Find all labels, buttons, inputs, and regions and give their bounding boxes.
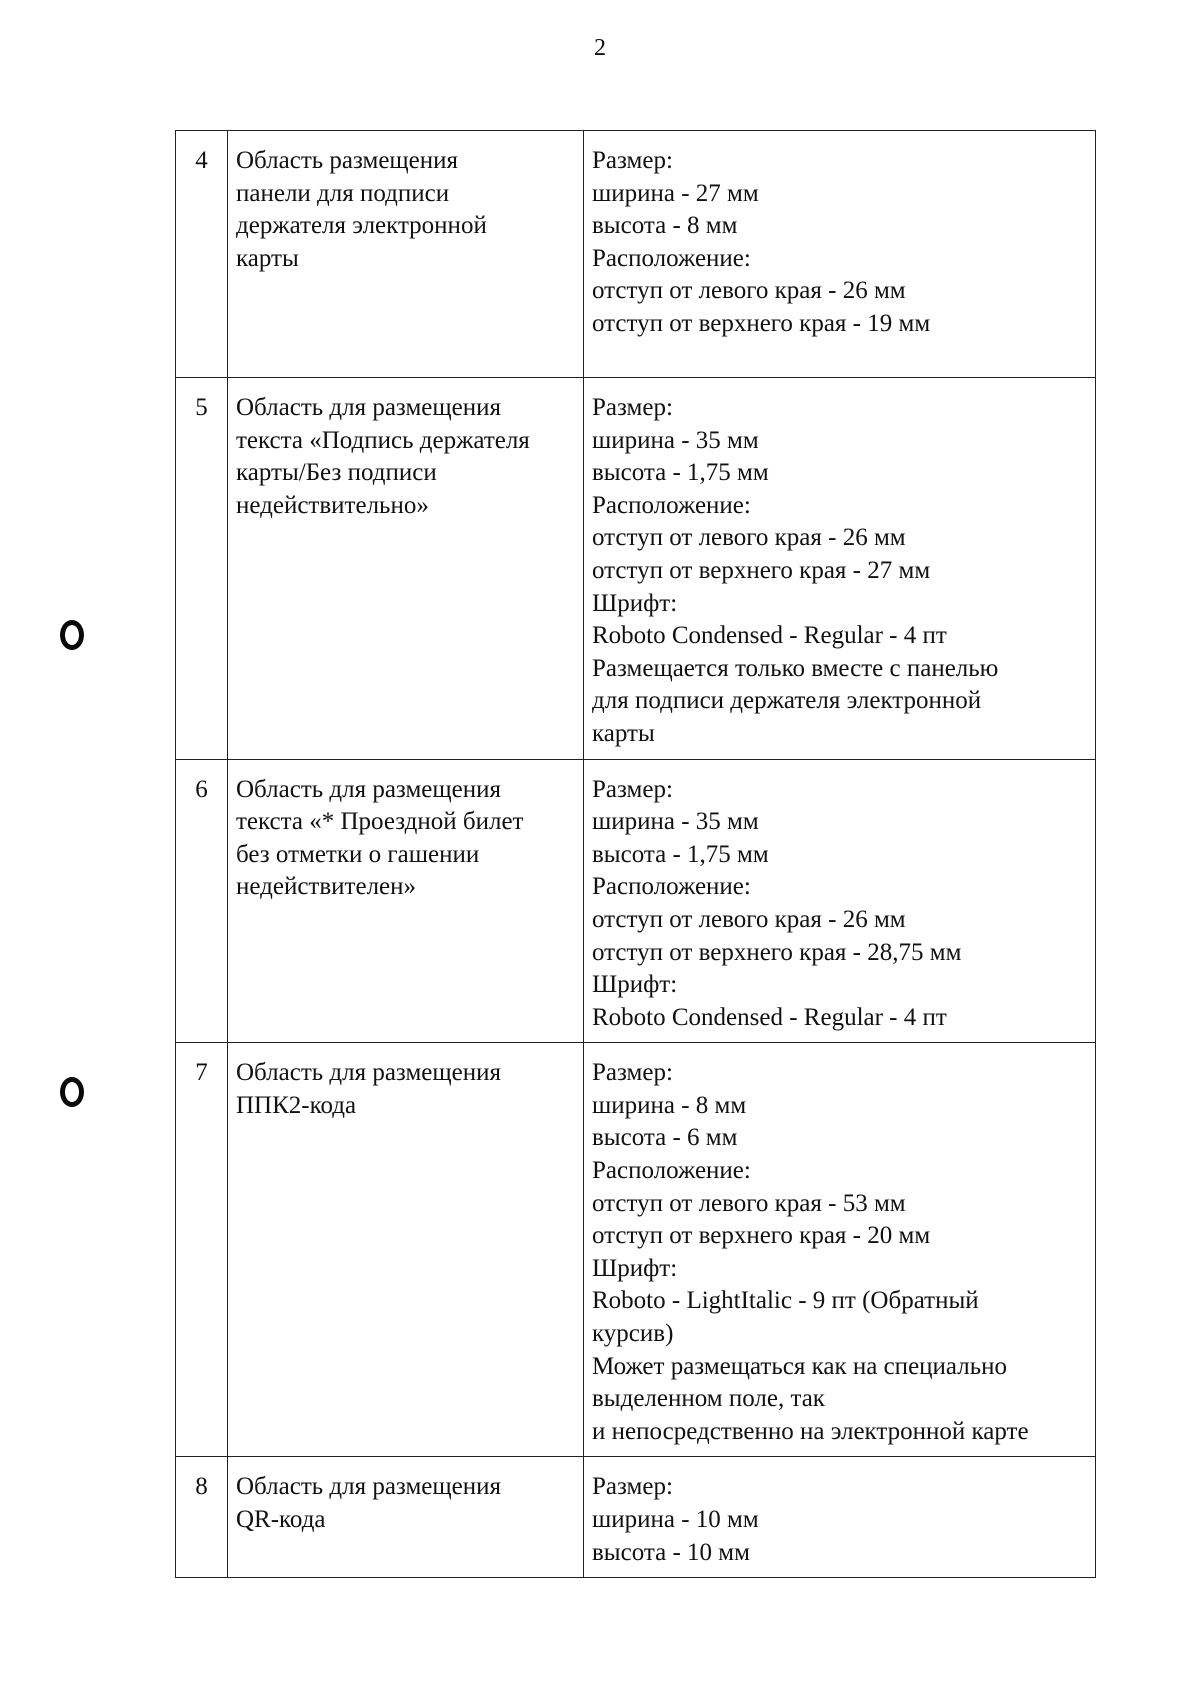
text-line: Размер:: [592, 1059, 673, 1087]
text-line: Размер:: [592, 775, 673, 803]
text-line: Шрифт:: [592, 971, 678, 999]
text-line: курсив): [592, 1320, 674, 1348]
text-line: Roboto - LightItalic - 9 пт (Обратный: [592, 1287, 979, 1315]
text-line: Область для размещения: [236, 1059, 501, 1087]
text-line: отступ от верхнего края - 19 мм: [592, 309, 931, 337]
text-line: ширина - 35 мм: [592, 808, 759, 836]
text-line: недействительно»: [236, 491, 429, 519]
text-line: недействителен»: [236, 873, 417, 901]
area-name: [228, 378, 584, 760]
text-line: Расположение:: [592, 1157, 751, 1185]
area-spec: [584, 131, 1096, 378]
text-line: Расположение:: [592, 873, 751, 901]
text-line: Шрифт:: [592, 1254, 678, 1282]
text-line: Область размещения: [236, 147, 459, 174]
text-line: панели для подписи: [236, 179, 450, 207]
text-line: карты: [592, 719, 655, 747]
table-row: [176, 1043, 1096, 1457]
area-name: [228, 759, 584, 1043]
text-line: отступ от левого края - 26 мм: [592, 524, 906, 552]
text-line: для подписи держателя электронной: [592, 687, 982, 715]
row-number: 4: [176, 131, 228, 378]
text-line: Расположение:: [592, 244, 751, 272]
binder-hole-mark: [60, 620, 84, 650]
text-line: Размер:: [592, 1473, 673, 1501]
text-line: отступ от левого края - 26 мм: [592, 905, 906, 933]
area-name: [228, 1457, 584, 1578]
text-line: Может размещаться как на специально: [592, 1352, 1007, 1380]
table-row: [176, 131, 1096, 378]
text-line: карты/Без подписи: [236, 459, 437, 487]
text-line: текста «Подпись держателя: [236, 426, 530, 454]
text-line: выделенном поле, так: [592, 1385, 825, 1413]
text-line: ширина - 8 мм: [592, 1091, 747, 1119]
table-row: [176, 1457, 1096, 1578]
specification-table: [175, 130, 1096, 1578]
text-line: Roboto Condensed - Regular - 4 пт: [592, 1003, 947, 1031]
text-line: высота - 1,75 мм: [592, 459, 769, 487]
text-line: Roboto Condensed - Regular - 4 пт: [592, 622, 947, 650]
row-number: 8: [176, 1457, 228, 1578]
text-line: отступ от левого края - 26 мм: [592, 277, 906, 305]
row-number: 5: [176, 378, 228, 760]
text-line: Размер:: [592, 394, 673, 421]
area-spec: [584, 1457, 1096, 1578]
text-line: отступ от верхнего края - 28,75 мм: [592, 938, 962, 966]
text-line: Область для размещения: [236, 775, 501, 803]
text-line: отступ от верхнего края - 20 мм: [592, 1222, 931, 1250]
text-line: Размер:: [592, 147, 673, 174]
text-line: высота - 10 мм: [592, 1538, 750, 1566]
text-line: высота - 6 мм: [592, 1124, 738, 1152]
text-line: ППК2-кода: [236, 1091, 357, 1119]
area-spec: [584, 378, 1096, 760]
table-row: [176, 378, 1096, 760]
area-spec: [584, 1043, 1096, 1457]
text-line: текста «* Проездной билет: [236, 808, 524, 836]
text-line: без отметки о гашении: [236, 840, 480, 868]
area-name: [228, 131, 584, 378]
text-line: отступ от верхнего края - 27 мм: [592, 556, 931, 584]
text-line: высота - 1,75 мм: [592, 840, 769, 868]
text-line: QR-кода: [236, 1506, 326, 1533]
text-line: Расположение:: [592, 491, 751, 519]
text-line: Область для размещения: [236, 394, 501, 421]
text-line: ширина - 35 мм: [592, 426, 759, 454]
text-line: и непосредственно на электронной карте: [592, 1417, 1029, 1445]
area-spec: [584, 759, 1096, 1043]
page-number: 2: [594, 35, 606, 61]
text-line: ширина - 27 мм: [592, 179, 759, 207]
text-line: отступ от левого края - 53 мм: [592, 1189, 906, 1217]
area-name: [228, 1043, 584, 1457]
row-number: 6: [176, 759, 228, 1043]
row-number: 7: [176, 1043, 228, 1457]
text-line: ширина - 10 мм: [592, 1506, 759, 1533]
binder-hole-mark: [60, 1077, 84, 1107]
text-line: держателя электронной: [236, 212, 487, 240]
text-line: высота - 8 мм: [592, 212, 738, 240]
text-line: Область для размещения: [236, 1473, 501, 1501]
table-row: [176, 759, 1096, 1043]
text-line: Размещается только вместе с панелью: [592, 654, 999, 682]
text-line: карты: [236, 244, 299, 272]
text-line: Шрифт:: [592, 589, 678, 617]
